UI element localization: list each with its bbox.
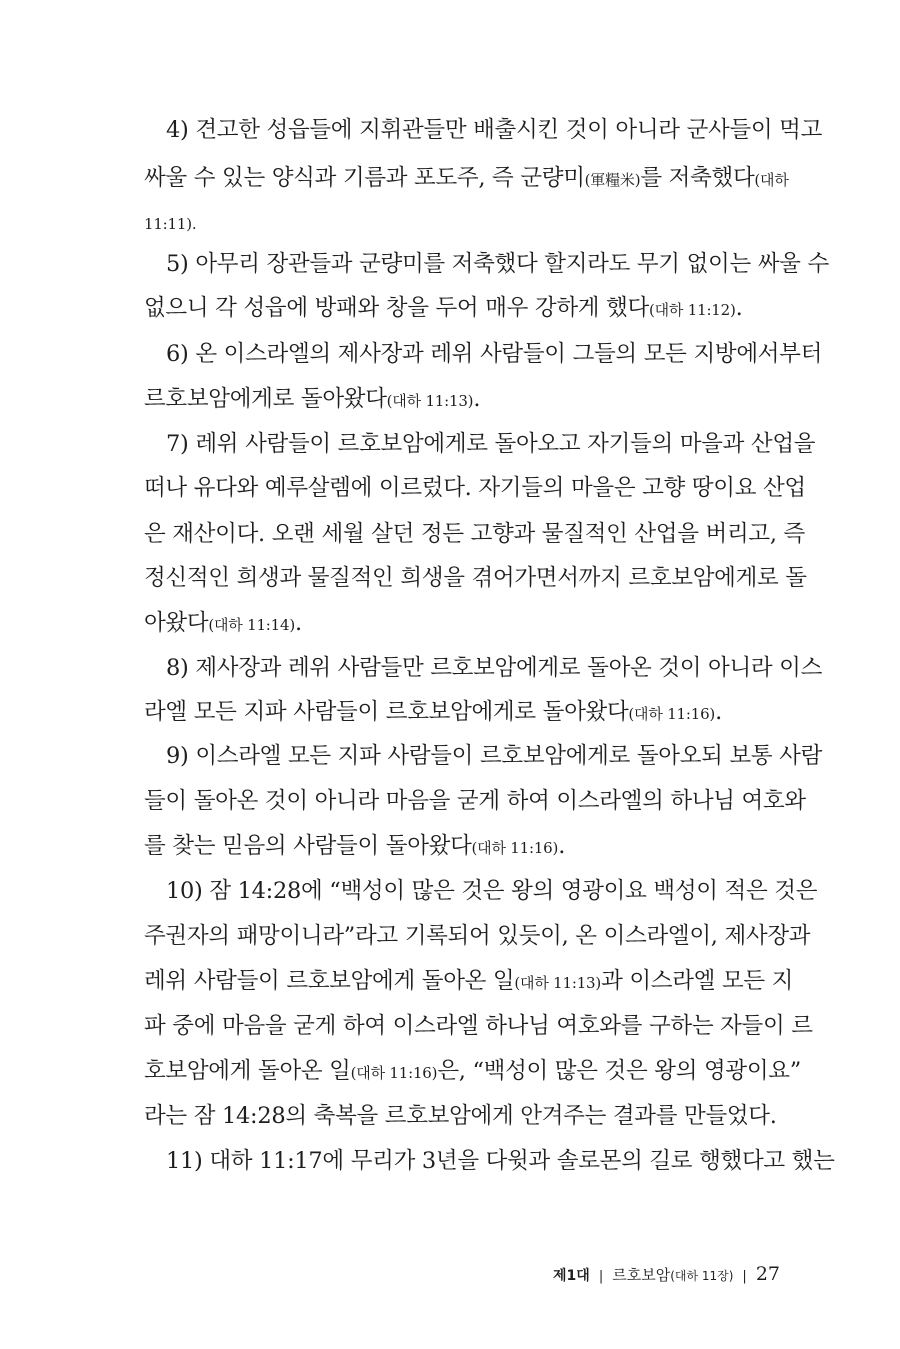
p10-line-3: 레위 사람들이 르호보암에게 돌아온 일(대하 11:13)과 이스라엘 모든 지: [144, 968, 794, 994]
footer-title: 르호보암: [612, 1266, 671, 1284]
p9-line-2: 들이 돌아온 것이 아니라 마음을 굳게 하여 이스라엘의 하나님 여호와: [144, 788, 806, 814]
footer-separator: |: [742, 1269, 747, 1284]
p8-line-1: 8) 제사장과 레위 사람들만 르호보암에게로 돌아온 것이 아니라 이스: [166, 655, 823, 681]
p5-line-1: 5) 아무리 장관들과 군량미를 저축했다 할지라도 무기 없이는 싸울 수: [166, 251, 829, 277]
p6-line-1: 6) 온 이스라엘의 제사장과 레위 사람들이 그들의 모든 지방에서부터: [166, 341, 823, 367]
p7-line-3: 은 재산이다. 오랜 세월 살던 정든 고향과 물질적인 산업을 버리고, 즉: [144, 521, 805, 547]
page-number: 27: [755, 1263, 780, 1285]
p6-line-2: 르호보암에게로 돌아왔다(대하 11:13).: [144, 386, 481, 412]
p11-line-1: 11) 대하 11:17에 무리가 3년을 다윗과 솔로몬의 길로 행했다고 했는: [166, 1148, 835, 1174]
p4-line-3: 11:11).: [144, 215, 197, 233]
page-footer: [553, 1262, 780, 1289]
p8-line-2: 라엘 모든 지파 사람들이 르호보암에게로 돌아왔다(대하 11:16).: [144, 699, 722, 725]
p10-line-1: 10) 잠 14:28에 “백성이 많은 것은 왕의 영광이요 백성이 적은 것은: [166, 878, 818, 904]
p5-line-2: 없으니 각 성읍에 방패와 창을 두어 매우 강하게 했다(대하 11:12).: [144, 295, 743, 321]
p7-line-2: 떠나 유다와 예루살렘에 이르렀다. 자기들의 마을은 고향 땅이요 산업: [144, 475, 806, 501]
p10-line-6: 라는 잠 14:28의 축복을 르호보암에게 안겨주는 결과를 만들었다.: [144, 1103, 777, 1129]
p7-line-4: 정신적인 희생과 물질적인 희생을 겪어가면서까지 르호보암에게로 돌: [144, 565, 807, 591]
p10-line-5: 호보암에게 돌아온 일(대하 11:16)은, “백성이 많은 것은 왕의 영광이요”: [144, 1058, 801, 1084]
footer-separator: |: [598, 1269, 604, 1284]
p9-line-1: 9) 이스라엘 모든 지파 사람들이 르호보암에게로 돌아오되 보통 사람: [166, 743, 823, 769]
p4-line-2: 싸울 수 있는 양식과 기름과 포도주, 즉 군량미(軍糧米)를 저축했다(대하: [144, 165, 789, 191]
p7-line-1: 7) 레위 사람들이 르호보암에게로 돌아오고 자기들의 마을과 산업을: [166, 431, 816, 457]
footer-chapter: 제1대: [553, 1268, 590, 1284]
footer-subtitle: (대하 11장): [670, 1269, 734, 1283]
p4-line-1: 4) 견고한 성읍들에 지휘관들만 배출시킨 것이 아니라 군사들이 먹고: [166, 117, 823, 143]
p10-line-4: 파 중에 마음을 굳게 하여 이스라엘 하나님 여호와를 구하는 자들이 르: [144, 1013, 813, 1039]
p9-line-3: 를 찾는 믿음의 사람들이 돌아왔다(대하 11:16).: [144, 833, 566, 859]
p10-line-2: 주권자의 패망이니라”라고 기록되어 있듯이, 온 이스라엘이, 제사장과: [144, 923, 811, 949]
p7-line-5: 아왔다(대하 11:14).: [144, 610, 302, 636]
